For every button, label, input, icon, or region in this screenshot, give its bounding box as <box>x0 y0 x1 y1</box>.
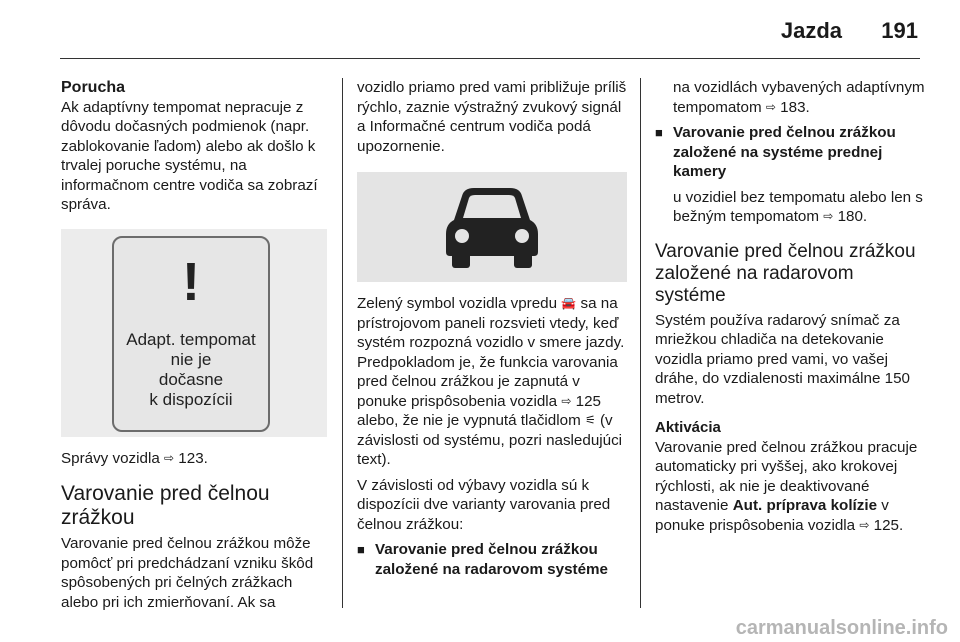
vehicle-ahead-figure <box>357 172 627 282</box>
header-divider <box>60 58 920 59</box>
column-divider <box>342 78 343 608</box>
paragraph: V závislosti od výbavy vozidla sú k dispozícii dve varianty varovania pred čelnou zrážkou: <box>357 476 611 533</box>
watermark: carmanualsonline.info <box>735 617 948 639</box>
section-title: Jazda <box>780 18 842 43</box>
page-ref-arrow-icon: ⇨ <box>765 99 776 114</box>
paragraph: vozidlo priamo pred vami približuje príliš rýchlo, zaznie výstražný zvukový signál a Informačné centrum vodiča podá upozornenie. <box>357 79 627 155</box>
list-item: ■ Varovanie pred čelnou zrážkou založené na systéme prednej kamery <box>655 124 896 180</box>
column-divider <box>640 78 641 608</box>
list-item: ■ Varovanie pred čelnou zrážkou založené na radarovom systéme <box>357 541 608 578</box>
collision-button-icon: ⚟ <box>584 413 596 427</box>
heading-aktivacia: Aktivácia <box>655 419 721 436</box>
page-ref-arrow-icon: ⇨ <box>823 209 834 223</box>
dashboard-message-figure <box>61 229 327 437</box>
car-symbol-icon: 🚘 <box>561 296 577 310</box>
display-message: Adapt. tempomat nie je dočasne k dispozícii <box>126 329 256 409</box>
info-display <box>112 236 270 432</box>
car-front-icon <box>442 186 542 270</box>
cross-reference: Správy vozidla ⇨ 123. <box>61 449 208 467</box>
heading-porucha: Porucha <box>61 79 126 96</box>
page-ref-arrow-icon: ⇨ <box>164 450 175 465</box>
page-ref-arrow-icon: ⇨ <box>859 517 870 532</box>
page-header <box>0 0 960 60</box>
paragraph: Varovanie pred čelnou zrážkou pracuje automaticky pri vyššej, ako krokovej rýchlosti, ak nie je deaktivované nastavenie Aut. príprava kolízie v ponuke prispôsobenia vozidla ⇨ 125. <box>655 438 918 534</box>
column-1 <box>61 78 327 612</box>
column-3 <box>655 78 925 535</box>
list-item-description: u vozidiel bez tempomatu alebo len s bežným tempomatom ⇨ 180. <box>673 188 923 225</box>
menu-setting-name: Aut. príprava kolízie <box>732 497 878 514</box>
paragraph: Zelený symbol vozidla vpredu 🚘 sa na prístrojovom paneli rozsvieti vtedy, keď systém rozpozná vozidlo v smere jazdy. Predpokladom je, že funkcia varovania pred čelnou zrážkou je zapnutá v ponuke prispôsobenia vozidla ⇨ 125 alebo, že nie je vypnutá tlačidlom ⚟ (v závislosti od systému, pozri nasledujúci text). <box>357 295 625 468</box>
paragraph: Varovanie pred čelnou zrážkou môže pomôcť pri predchádzaní vzniku škôd spôsobených pri čelných zrážkach alebo pri ich zmierňovaní. Ak sa <box>61 535 314 611</box>
column-2 <box>357 78 627 579</box>
bullet-icon: ■ <box>357 542 365 557</box>
heading-radar: Varovanie pred čelnou zrážkou založené na radarovom systéme <box>655 240 916 306</box>
paragraph: Systém používa radarový snímač za mriežkou chladiča na detekovanie vozidla priamo pred vami, vo vašej dráhe, do vzdialenosti maximálne 150 metrov. <box>655 311 910 407</box>
page-number: 191 <box>881 18 918 43</box>
list-item-continuation: na vozidlách vybavených adaptívnym tempomatom ⇨ 183. <box>673 79 925 116</box>
paragraph: Ak adaptívny tempomat nepracuje z dôvodu dočasných podmienok (napr. zablokovanie ľadom) alebo ak došlo k trvalej poruche systému, na informačnom centre vodiča sa zobrazí správa. <box>61 98 318 213</box>
bullet-icon: ■ <box>655 125 663 140</box>
heading-main: Varovanie pred čelnou zrážkou <box>61 482 270 529</box>
page-ref-arrow-icon: ⇨ <box>561 393 572 408</box>
warning-exclamation-icon: ! <box>182 251 200 312</box>
